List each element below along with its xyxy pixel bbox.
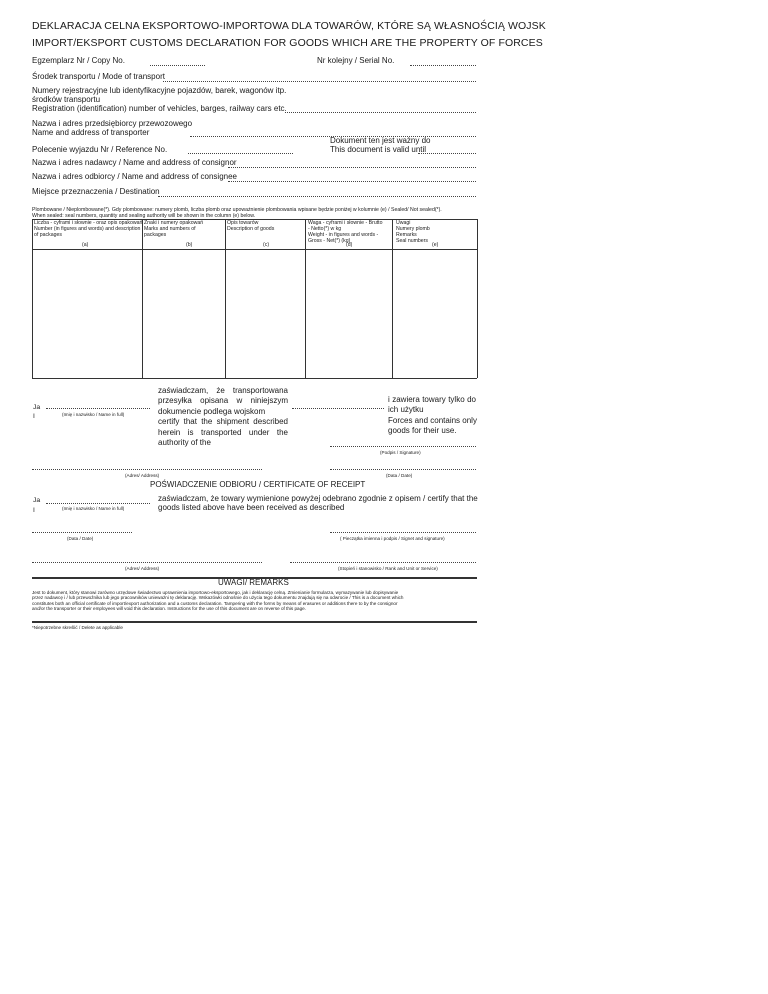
reference-no-label: Polecenie wyjazdu Nr / Reference No. — [32, 145, 168, 154]
table-column-divider — [142, 219, 143, 378]
reference-no-field[interactable] — [188, 153, 293, 154]
copy-no-field[interactable] — [150, 65, 205, 66]
transporter-label-pl: Nazwa i adres przedsiębiorcy przewozowego — [32, 119, 193, 128]
receipt-text-2: goods listed above have been received as described — [158, 503, 345, 512]
receipt-stamp-hint: ( Pieczątka imienna i podpis / Signet and signature) — [340, 536, 445, 541]
address-field[interactable] — [32, 469, 262, 470]
name-hint: (Imię i nazwisko / Name in full) — [62, 412, 125, 417]
column-b-header: Znaki i numery opakowań Marks and numbers of packages — [144, 220, 204, 238]
destination-field[interactable] — [158, 196, 476, 197]
receipt-text: zaświadczam, że towary wymienione powyżej odebrano zgodnie z opisem / certify that the — [158, 494, 478, 503]
sealing-note-en: When sealed: seal numbers, quantity and sealing authority will be shown in the column (e) below. — [32, 213, 256, 219]
receipt-ja-label: Ja — [33, 497, 41, 504]
remarks-bottom-border — [32, 621, 477, 623]
ja-label: Ja — [33, 404, 41, 411]
remarks-title: UWAGI/ REMARKS — [218, 578, 289, 587]
receipt-rank-field[interactable] — [290, 562, 476, 563]
receipt-name-hint: (Imię i nazwisko / Name in full) — [62, 506, 125, 511]
table-right-border — [477, 219, 478, 378]
forces-field[interactable] — [292, 408, 384, 409]
column-d-header: Waga - cyframi i słownie - Brutto - Netto(*) w kg Weight - in figures and words - Gross - Net(*) (kg) — [308, 220, 383, 244]
receipt-date-field[interactable] — [32, 532, 132, 533]
vehicle-reg-label-en: Registration (identification) number of vehicles, barges, railway cars etc. — [32, 104, 287, 113]
table-header-border — [32, 249, 477, 250]
consignee-label: Nazwa i adres odbiorcy / Name and address of consignee — [32, 172, 237, 181]
receipt-stamp-field[interactable] — [330, 532, 476, 533]
column-b-letter: (b) — [186, 242, 193, 248]
name-field[interactable] — [46, 408, 150, 409]
certification-text: zaświadczam, że transportowana przesyłka opisana w niniejszym dokumencie podlega wojskom certify that the shipment described herein is transported under the authority of the — [158, 386, 288, 448]
date-field[interactable] — [330, 469, 476, 470]
table-column-divider — [305, 219, 306, 378]
receipt-address-hint: (Adres/ Address) — [125, 566, 160, 571]
table-column-divider — [225, 219, 226, 378]
receipt-i-label: I — [33, 507, 35, 514]
valid-until-label-en: This document is valid until — [330, 145, 427, 154]
consignor-field[interactable] — [228, 167, 476, 168]
column-c-header: Opis towarów Description of goods — [227, 220, 275, 232]
signature-field[interactable] — [330, 446, 476, 447]
vehicle-reg-label-pl: Numery rejestracyjne lub identyfikacyjne pojazdów, barek, wagonów itp. — [32, 86, 287, 95]
receipt-date-hint: (Data / Date) — [67, 536, 94, 541]
certification-text-right: i zawiera towary tylko do ich użytku Forces and contains only goods for their use. — [388, 395, 477, 436]
transporter-label-en: Name and address of transporter — [32, 128, 150, 137]
column-e-letter: (e) — [432, 242, 439, 248]
valid-until-field[interactable] — [418, 153, 476, 154]
receipt-address-field[interactable] — [32, 562, 262, 563]
transport-mode-field[interactable] — [163, 81, 476, 82]
date-hint: (Data / Date) — [386, 473, 413, 478]
table-left-border — [32, 219, 33, 378]
vehicle-reg-label-pl-2: środków transportu — [32, 95, 101, 104]
column-e-header: Uwagi Numery plomb Remarks Seal numbers — [396, 220, 430, 244]
consignor-label: Nazwa i adres nadawcy / Name and address of consignor — [32, 158, 237, 167]
table-bottom-border — [32, 378, 477, 379]
serial-no-field[interactable] — [410, 65, 476, 66]
copy-no-label: Egzemplarz Nr / Copy No. — [32, 56, 125, 65]
remarks-text: Jest to dokument, który stanowi zarówno urzędowe świadectwo uprawnienia importowo-eksportowego, jak i deklarację celną. Zmienianie formularza, wymazywanie lub dopisywanie przez nadawcę i / lub przewoźnika lub jego pracowników unieważni tę deklarację. Wskazówki odnośnie do użycia tego dokumentu znajdują się na odwrocie / This is a document which constitutes both an official certificate of import/export authorization and a customs declaration. Tampering with the forms by means of erasures or additions there to by the consignor and/or the transporter or their employees will void this declaration. Instructions for the use of this document are on reverse of this page. — [32, 590, 404, 612]
vehicle-reg-field[interactable] — [285, 112, 476, 113]
destination-label: Miejsce przeznaczenia / Destination — [32, 187, 160, 196]
valid-until-label-pl: Dokument ten jest ważny do — [330, 136, 431, 145]
receipt-title: POŚWIADCZENIE ODBIORU / CERTIFICATE OF RECEIPT — [150, 480, 366, 489]
column-d-letter: (d) — [346, 242, 353, 248]
address-hint: (Adres/ Address) — [125, 473, 160, 478]
column-a-header: Liczba - cyframi i słownie - oraz opis opakowań Number (in figures and words) and description of packages — [34, 220, 143, 238]
i-label: I — [33, 413, 35, 420]
signature-hint: (Podpis / Signature) — [380, 450, 421, 455]
form-title-english: IMPORT/EKSPORT CUSTOMS DECLARATION FOR GOODS WHICH ARE THE PROPERTY OF FORCES — [32, 37, 543, 49]
column-a-letter: (a) — [82, 242, 89, 248]
form-title-polish: DEKLARACJA CELNA EKSPORTOWO-IMPORTOWA DLA TOWARÓW, KTÓRE SĄ WŁASNOŚCIĄ WOJSK — [32, 20, 546, 32]
sealing-note: Plombowane / Nieplombowane(*). Gdy plombowane: numery plomb, liczba plomb oraz upoważnienie plombowania wpisane będzie poniżej w kolumnie (e) / Sealed/ Not sealed(*). — [32, 207, 442, 213]
column-c-letter: (c) — [263, 242, 270, 248]
transport-mode-label: Środek transportu / Mode of transport — [32, 72, 165, 81]
footnote: *Niepotrzebne skreślić / Delete as applicable — [32, 625, 123, 630]
serial-no-label: Nr kolejny / Serial No. — [317, 56, 395, 65]
receipt-name-field[interactable] — [46, 503, 150, 504]
receipt-rank-hint: (Stopień i stanowisko / Rank and Unit or Service) — [338, 566, 438, 571]
table-column-divider — [392, 219, 393, 378]
consignee-field[interactable] — [228, 181, 476, 182]
